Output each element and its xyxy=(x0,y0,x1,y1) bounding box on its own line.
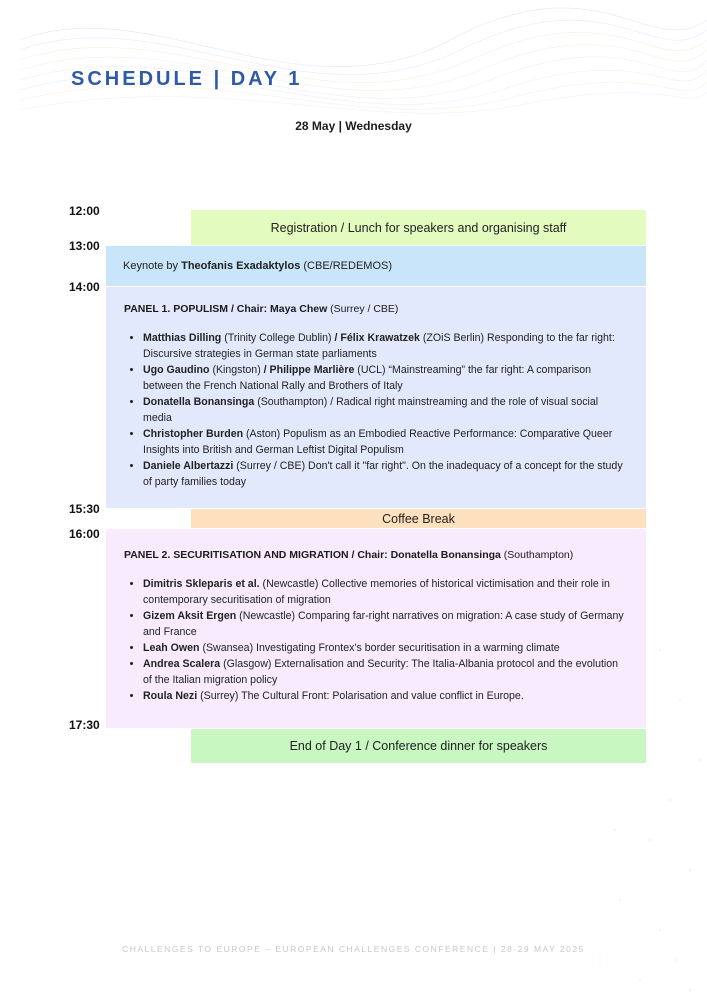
page-footer: CHALLENGES TO EUROPE – EUROPEAN CHALLENGES CONFERENCE | 28-29 MAY 2025 xyxy=(122,944,585,954)
coffee-break-session: Coffee Break xyxy=(191,509,646,528)
dinner-session: End of Day 1 / Conference dinner for speakers xyxy=(191,729,646,763)
list-item: • Gizem Aksit Ergen (Newcastle) Comparing far-right narratives on migration: A case study of Germany and France xyxy=(143,608,628,640)
keynote-affiliation: (CBE/REDEMOS) xyxy=(303,260,393,272)
list-item: • Daniele Albertazzi (Surrey / CBE) Don't call it "far right". On the inadequacy of a concept for the study of party families today xyxy=(143,458,628,490)
list-item: • Donatella Bonansinga (Southampton) / Radical right mainstreaming and the role of visual social media xyxy=(143,394,628,426)
keynote-prefix: Keynote by xyxy=(123,260,179,272)
time-label: 12:00 xyxy=(69,204,100,218)
list-item: • Ugo Gaudino (Kingston) / Philippe Marlière (UCL) “Mainstreaming” the far right: A comparison between the French National Rally and Brothers of Italy xyxy=(143,362,628,394)
panel-heading xyxy=(124,303,628,315)
time-label: 14:00 xyxy=(69,280,100,294)
list-item: • Leah Owen (Swansea) Investigating Frontex’s border securitisation in a warming climate xyxy=(143,640,628,656)
keynote-session xyxy=(106,246,646,286)
keynote-speaker: Theofanis Exadaktylos xyxy=(181,260,301,272)
panel-1-populism xyxy=(106,287,646,508)
panel-heading-affiliation: (Southampton) xyxy=(500,549,574,561)
page-title: SCHEDULE | DAY 1 xyxy=(71,68,303,90)
panel-heading-affiliation: (Surrey / CBE) xyxy=(327,303,399,315)
talk-list xyxy=(124,576,628,704)
panel-heading-title: PANEL 2. SECURITISATION AND MIGRATION / Chair: Donatella Bonansinga xyxy=(124,549,501,561)
schedule-date: 28 May | Wednesday xyxy=(295,119,412,133)
list-item: • Christopher Burden (Aston) Populism as an Embodied Reactive Performance: Comparative Queer Insights into British and German Leftist Digital Populism xyxy=(143,426,628,458)
list-item: • Andrea Scalera (Glasgow) Externalisation and Security: The Italia-Albania protocol and the evolution of the Italian migration policy xyxy=(143,656,628,688)
time-label: 15:30 xyxy=(69,502,100,516)
registration-session: Registration / Lunch for speakers and organising staff xyxy=(191,210,646,245)
panel-heading xyxy=(124,549,628,561)
talk-list xyxy=(124,330,628,490)
list-item: • Roula Nezi (Surrey) The Cultural Front: Polarisation and value conflict in Europe. xyxy=(143,688,628,704)
list-item: • Dimitris Skleparis et al. (Newcastle) Collective memories of historical victimisation and their role in contemporary securitisation of migration xyxy=(143,576,628,608)
time-label: 17:30 xyxy=(69,718,100,732)
list-item: • Matthias Dilling (Trinity College Dublin) / Félix Krawatzek (ZOiS Berlin) Responding to the far right: Discursive strategies in German state parliaments xyxy=(143,330,628,362)
panel-heading-title: PANEL 1. POPULISM / Chair: Maya Chew xyxy=(124,303,328,315)
time-label: 16:00 xyxy=(69,527,100,541)
time-label: 13:00 xyxy=(69,239,100,253)
panel-2-securitisation xyxy=(106,529,646,728)
